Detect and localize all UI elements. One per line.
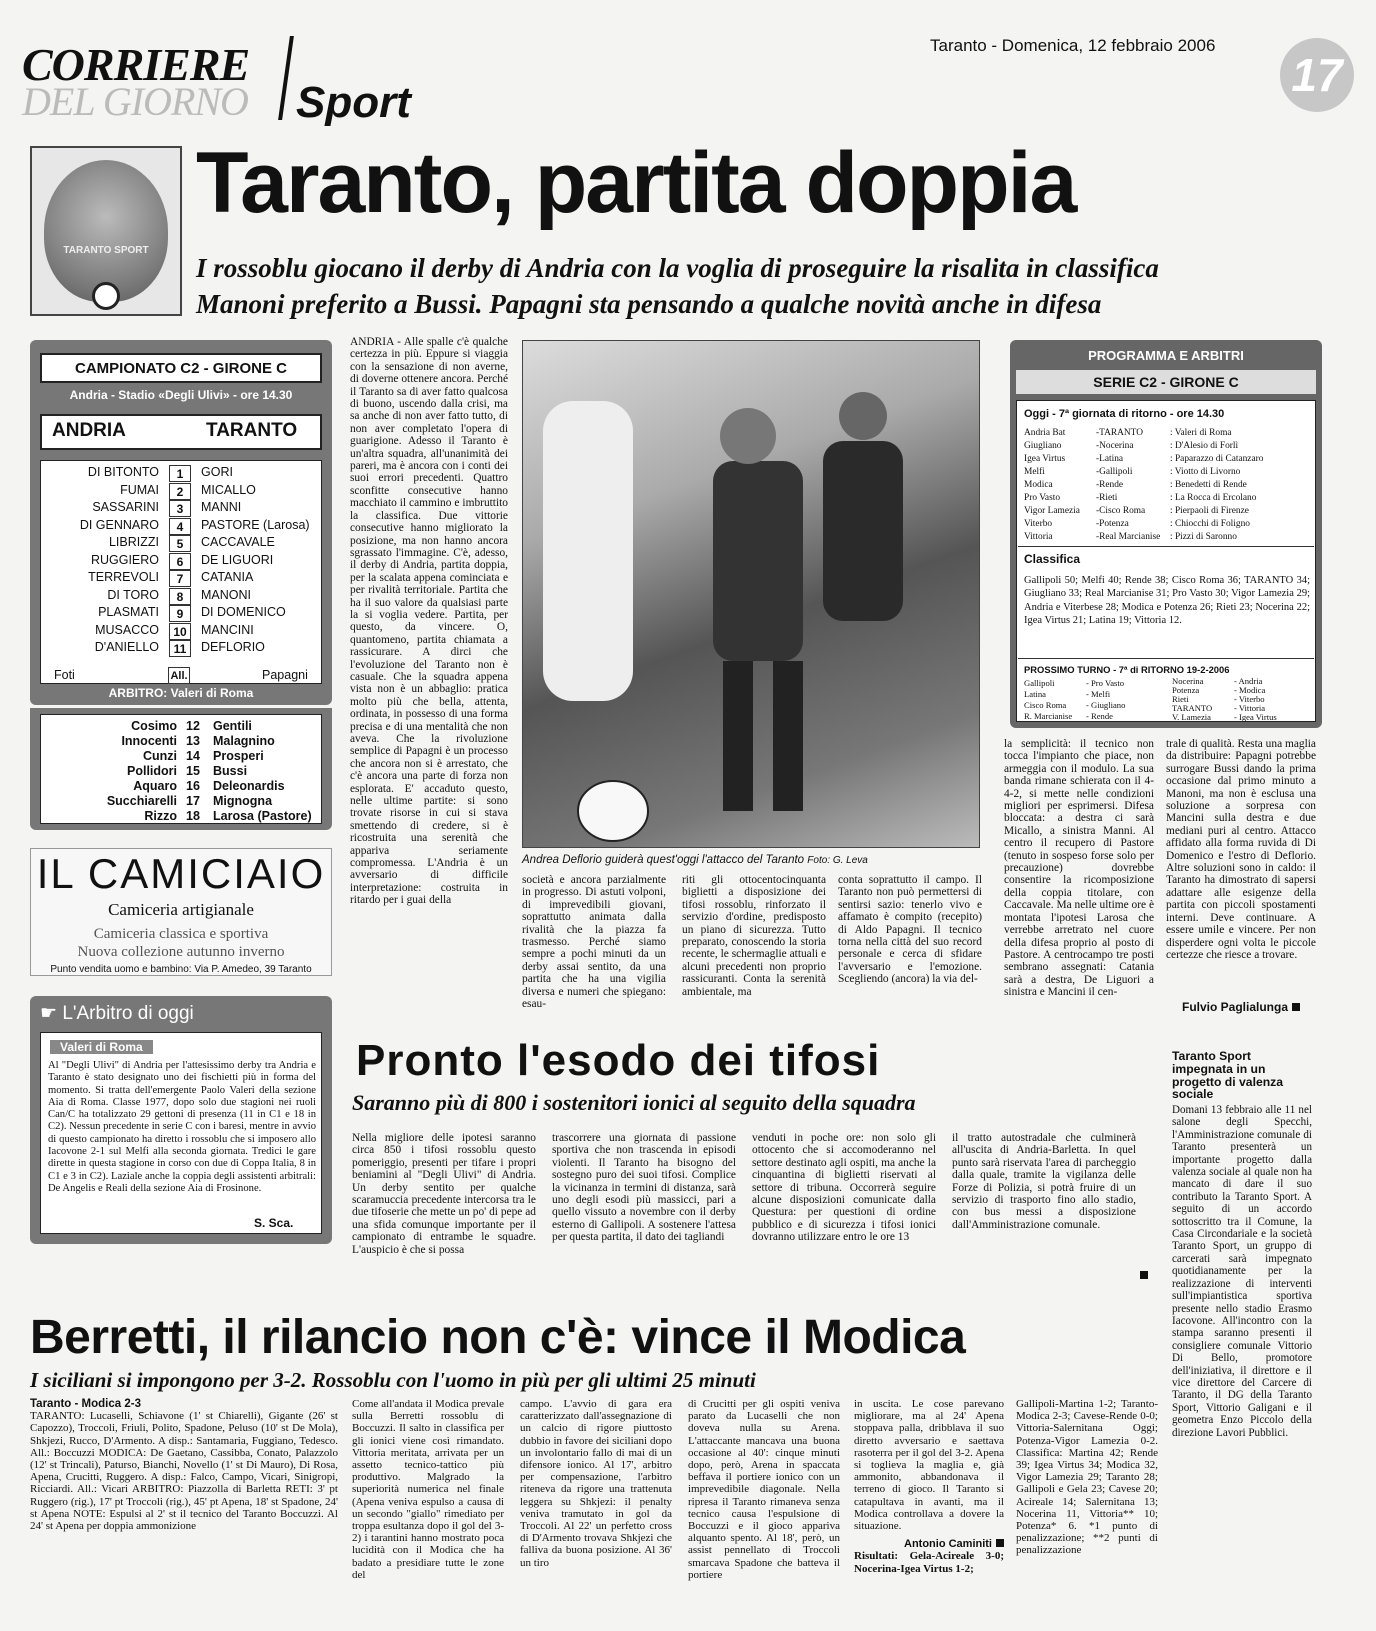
lineup-row bbox=[41, 570, 323, 588]
next-fixture bbox=[1024, 689, 1164, 700]
home-team: Vittoria bbox=[1024, 532, 1053, 542]
masthead-logo-top: CORRIERE bbox=[22, 39, 250, 90]
referee-signature: S. Sca. bbox=[254, 1216, 294, 1230]
berretti-headline: Berretti, il rilancio non c'è: vince il Modica bbox=[30, 1311, 966, 1364]
bench-row bbox=[41, 809, 323, 824]
home-team: V. Lamezia bbox=[1172, 712, 1211, 722]
berretti-column-5 bbox=[854, 1398, 1004, 1575]
article-author bbox=[1182, 1000, 1300, 1014]
ad-address: Punto vendita uomo e bambino: Via P. Amedeo, 39 Taranto bbox=[50, 964, 312, 975]
tifosi-column-2: trascorrere una giornata di passione sportiva che non trascenda in episodi violenti. Il Taranto ha bisogno del sostegno puro dei suoi tifosi. Complice la vicinanza in termini di distanza, sarà uno degli esodi più massicci, pari a quello vissuto a novembre con il derby esterno di Gallipoli. A sostenere l'attesa per questa partita, il dato dei tagliandi bbox=[552, 1132, 736, 1244]
away-team: - Igea Virtus bbox=[1234, 712, 1277, 722]
fixture-row bbox=[1024, 454, 1314, 467]
divider bbox=[1018, 658, 1314, 659]
away-team: -Latina bbox=[1096, 454, 1124, 464]
lead-subhead bbox=[196, 250, 1336, 322]
referee: : Paparazzo di Catanzaro bbox=[1170, 454, 1264, 464]
crest-label: TARANTO SPORT bbox=[63, 245, 149, 256]
away-player: MANNI bbox=[201, 500, 242, 514]
home-team: Rieti bbox=[1172, 694, 1189, 704]
sidebar-text: Domani 13 febbraio alle 11 nel salone degli Specchi, l'Amministrazione comunale di Taranto presenterà un importante progetto dalla valenza sociale al quale non ha mancato di dare il suo contributo la Taranto Sport. A seguito di un accordo sottoscritto tra il Comune, la Casa Circondariale e la società Taranto Sport, un gruppo di carcerati sarà impegnato quotidianamente per la realizzazione di interventi sull'impiantistica sportiva presente nello stadio Erasmo Iacovone. All'incontro con la stampa saranno presenti il consigliere comunale Vittorio Di Bello, promotore dell'iniziativa, il direttore e il vice direttore del Carcere di Taranto, il DG della Taranto Sport, Vittorio Galigani e il geometra Enzo Piccolo della direzione Lavori Pubblici. bbox=[1172, 1104, 1312, 1439]
berretti-column-2: Come all'andata il Modica prevale sulla Berretti rossoblu di Boccuzzi. Il salto in classifica per gli ionici viene così rimandato. Vittoria meritata, arrivata per un assetto tecnico-tattico più produttivo. Malgrado la superiorità numerica nel finale (Apena veniva espulso a causa di un secondo "giallo" rimediato per troppa esultanza dopo il gol del 3-2) i tarantini hanno mostrato poca lucidità con il Modica che ha badato a presidiare tutte le zone del bbox=[352, 1398, 504, 1581]
tifosi-subhead: Saranno più di 800 i sostenitori ionici al seguito della squadra bbox=[352, 1090, 916, 1115]
berretti-column-6: Gallipoli-Martina 1-2; Taranto-Modica 2-3; Cavese-Rende 0-0; Vittoria-Salernitana Oggi; Potenza-Vigor Lamezia 0-2. Classifica: Martina 42; Rende 39; Igea Virtus 34; Modica 32, Vigor Lamezia 29; Taranto 28; Gallipoli e Gela 23; Cavese 20; Acireale 14; Salernitana 13; Nocerina 11, Vittoria** 10; Potenza* 6. *1 punto di penalizzazione; **2 punti di penalizzazione bbox=[1016, 1398, 1158, 1557]
whistle-icon: ☛ bbox=[40, 1003, 63, 1024]
away-team: -Rende bbox=[1096, 480, 1124, 490]
bench-row bbox=[41, 764, 323, 779]
shirt-number: 5 bbox=[169, 535, 191, 552]
referee: : Benedetti di Rende bbox=[1170, 480, 1247, 490]
referee: : D'Alesio di Forlì bbox=[1170, 441, 1239, 451]
schedule-subtitle: SERIE C2 - GIRONE C bbox=[1016, 370, 1316, 394]
tifosi-column-3: venduti in poche ore: non solo gli ottocento che si accomoderanno nel settore destinato agli ospiti, ma anche la cinquantina di biglietti riservati al settore di tribuna. Occorrerà seguire alcune disposizioni comunicate dalla Questura: per questioni di ordine pubblico e di sicurezza i tifosi ionici dovranno utilizzare entro le ore 13 bbox=[752, 1132, 936, 1244]
away-player: PASTORE (Larosa) bbox=[201, 517, 310, 532]
lineup-row bbox=[41, 535, 323, 553]
home-team: Latina bbox=[1024, 689, 1046, 699]
end-mark-icon bbox=[1292, 1003, 1300, 1011]
home-sub: Rizzo bbox=[144, 809, 177, 823]
referee: : Pierpaoli di Firenze bbox=[1170, 506, 1249, 516]
referee-line: ARBITRO: Valeri di Roma bbox=[108, 686, 254, 700]
referee: : La Rocca di Ercolano bbox=[1170, 493, 1257, 503]
shirt-number: 10 bbox=[169, 623, 191, 640]
home-team: Andria Bat bbox=[1024, 428, 1066, 438]
berretti-column-4: di Crucitti per gli ospiti veniva parato da Lucaselli che non doveva nulla su Arena. L'attaccante mancava una buona occasione al 40': cinque minuti dopo, però, Arena in spaccata beffava il portiere ionico con un imprevedibile diagonale. Nella ripresa il Taranto rimaneva senza tecnico causa l'espulsione di Boccuzzi e il gioco appariva alquanto spento. Al 18', però, un assist pennellato di Troccoli smarcava Spadone che batteva il portiere bbox=[688, 1398, 840, 1581]
away-player: MICALLO bbox=[201, 482, 256, 497]
berretti-tabellino bbox=[30, 1398, 338, 1532]
shirt-number: 1 bbox=[169, 465, 191, 482]
away-team: -Real Marcianise bbox=[1096, 532, 1161, 542]
next-fixture bbox=[1172, 712, 1312, 723]
berretti-line-up-text: TARANTO: Lucaselli, Schiavone (1' st Chiarelli), Gigante (26' st Capozzo), Troccoli, Friuli, Polito, Spadone, Peluso (10' st De Mola), Shkjezi, Rucco, D'Armento. A disp.: Santamaria, Fuggiano, Tedesco. All.: Boccuzzi MODICA: De Gaetano, Cassibba, Conato, Palazzolo (12' st Trincali), Paturso, Bianchi, Novello (1' st Di Mauro), Di Rosa, Apena, Crucitti, Ruggero. A disp.: Falco, Campo, Vicari, Sinigropi, Ricciardi. All.: Vicari ARBITRO: Piazzolla di Barletta RETI: 3' pt Ruggero (rig.), 17' pt Troccoli (rig.), 45' pt Apena, 18' st Spadone, 24' st Apena NOTE: Espulsi al 2' st il tecnico del Taranto Boccuzzi. Al 24' st Apena per doppia ammonizione bbox=[30, 1410, 338, 1533]
article-column-6: trale di qualità. Resta una maglia da distribuire: Papagni potrebbe surrogare Bussi dando la prima occasione dal primo minuto a Manoni, ma non è esclusa una soluzione a sorpresa con Mancini sulla destra e due mediani puri al centro. Attacco affidato alla forma ruvida di Di Domenico e l'estro di Deflorio. Altre soluzioni sono in caldo: il Taranto ha dimostrato di sapersi adattare alle esigenze della partita con piccoli spostamenti interni. Deve continuare. A essere umile e vincere. Per non disperdere ogni volta le piccole certezze che riesce a trovare. bbox=[1166, 738, 1316, 961]
fixture-row bbox=[1024, 532, 1314, 545]
home-player: D'ANIELLO bbox=[94, 640, 159, 654]
fixture-row bbox=[1024, 506, 1314, 519]
home-team: Modica bbox=[1024, 480, 1053, 490]
football-icon bbox=[92, 282, 120, 310]
away-team: - Vittoria bbox=[1234, 703, 1266, 713]
lineup-venue: Andria - Stadio «Degli Ulivi» - ore 14.30 bbox=[69, 388, 293, 402]
berretti-author bbox=[854, 1538, 1004, 1550]
bench-row bbox=[41, 794, 323, 809]
bench-row bbox=[41, 719, 323, 734]
home-player: MUSACCO bbox=[95, 622, 159, 637]
away-sub: Deleonardis bbox=[213, 779, 285, 793]
tifosi-column-4: il tratto autostradale che culminerà all'uscita di Andria-Barletta. In quel punto sarà riservata l'area di parcheggio dalla quale, tramite la vigilanza delle Forze di Polizia, si potrà fruire di un servizio di trasporto fino allo stadio, con bus messi a disposizione dall'Amministrazione comunale. bbox=[952, 1132, 1136, 1231]
shirt-number: 8 bbox=[169, 588, 191, 605]
home-team: Pro Vasto bbox=[1024, 493, 1061, 503]
home-team: Viterbo bbox=[1024, 519, 1053, 529]
standings-title: Classifica bbox=[1024, 552, 1081, 566]
away-team: - Rende bbox=[1086, 711, 1113, 721]
lineup-row bbox=[41, 553, 323, 571]
home-player: SASSARINI bbox=[92, 500, 159, 514]
substitutes bbox=[40, 714, 322, 824]
shirt-number: 18 bbox=[186, 809, 200, 823]
away-player: MANONI bbox=[201, 587, 251, 602]
article-column-5: la semplicità: il tecnico non tocca l'impianto che piace, non armeggia con il modulo. La sua banda rimane schierata con il 4-4-2, si mette nelle condizioni migliori per esprimersi. Difesa bloccata: a destra ci sarà Micallo, a sinistra Manni. Al centro il recupero di Pastore (tenuto in sospeso forse solo per precauzione) dovrebbe consentire la ricomposizione della coppia titolare, con Caccavale. Ma nelle ultime ore è montata l'ipotesi Larosa che verrebbe arretrato nel cuore della difesa proprio al posto di Pastore. A centrocampo tre posti sembrano assegnati: Catania sarà a destra, De Liguori a sinistra e Mancini il cen- bbox=[1004, 738, 1154, 999]
away-sub: Bussi bbox=[213, 764, 248, 778]
shirt-number: 17 bbox=[186, 794, 200, 808]
fixture-row bbox=[1024, 493, 1314, 506]
starting-lineups bbox=[40, 460, 322, 684]
next-fixture bbox=[1024, 678, 1164, 689]
home-player: LIBRIZZI bbox=[108, 535, 159, 549]
match-photo bbox=[522, 340, 980, 848]
home-player: PLASMATI bbox=[98, 605, 159, 619]
away-player: MANCINI bbox=[201, 622, 254, 637]
ad-title: IL CAMICIAIO bbox=[36, 850, 326, 897]
away-team: -Gallipoli bbox=[1096, 467, 1133, 477]
lineup-title: CAMPIONATO C2 - GIRONE C bbox=[40, 353, 322, 383]
lineup-row bbox=[41, 483, 323, 501]
divider bbox=[1018, 546, 1314, 547]
fixture-row bbox=[1024, 428, 1314, 441]
away-team: - Modica bbox=[1234, 685, 1266, 695]
shirt-number: 9 bbox=[169, 605, 191, 622]
lineup-row bbox=[41, 465, 323, 483]
home-team: Gallipoli bbox=[1024, 678, 1055, 688]
schedule-title: PROGRAMMA E ARBITRI bbox=[1088, 348, 1244, 363]
referee-text: Al "Degli Ulivi" di Andria per l'attesissimo derby tra Andria e Taranto è stato designato uno dei fischietti più in forma del momento. Si tratta dell'emergente Paolo Valeri della sezione Aia di Roma. Classe 1977, dopo solo due stagioni nei ruoli Can/C ha totalizzato 29 gettoni di presenza (11 in C1 e 18 in C2). Nessun precedente in serie C con i baresi, mentre in avvio di questo campionato ha diretto i rossoblu che si imposero allo Iacovone 2-1 sul Melfi alla seconda giornata. Tredici le gare dirette in questa stagione in corso con due di Coppa Italia, 8 in C1 e 3 in C2). Laziale anche la coppia degli assistenti arbitrali: De Angelis e Reali della sezione Aia di Frosinone. bbox=[48, 1060, 316, 1194]
masthead-divider bbox=[278, 36, 294, 120]
next-fixture bbox=[1024, 700, 1164, 711]
article-column-4: conta soprattutto il campo. Il Taranto non può permettersi di sentirsi sazio: tenerlo vivo e affamato è compito (recepito) di Aldo Papagni. Il tecnico torna nella città del suo record personale e cerca di sfidare l'avversario e l'emozione. Scegliendo (ancora) la via del- bbox=[838, 874, 982, 986]
away-team: - Andria bbox=[1234, 676, 1263, 686]
away-sub: Prosperi bbox=[213, 749, 264, 763]
fixture-row bbox=[1024, 519, 1314, 532]
home-team: Vigor Lamezia bbox=[1024, 506, 1080, 516]
referee: : Pizzi di Saronno bbox=[1170, 532, 1237, 542]
home-player: DI GENNARO bbox=[79, 517, 159, 532]
shirt-number: 3 bbox=[169, 500, 191, 517]
article-column-3: riti gli ottocentocinquanta biglietti a disposizione dei tifosi rossoblu, rinforzato il servizio d'ordine, predisposto un piano di sicurezza. Tutto preparato, conoscendo la storia recente, le schermaglie attuali e alcuni precedenti non proprio rassicuranti. Conta la serenità ambientale, ma bbox=[682, 874, 826, 998]
away-player: CATANIA bbox=[201, 570, 254, 584]
away-sub: Gentili bbox=[213, 719, 252, 733]
ad-line: Nuova collezione autunno inverno bbox=[77, 944, 285, 960]
lineup-row bbox=[41, 623, 323, 641]
lineup-row bbox=[41, 518, 323, 536]
tifosi-column-1: Nella migliore delle ipotesi saranno circa 850 i tifosi rossoblu questo pomeriggio, presenti per tifare i propri beniamini al "Degli Ulivi" di Andria. Un derby sentito per qualche scaramuccia precedente intercorsa tra le due tifoserie che mette un po' di pepe ad una sfida comunque importante per il campionato di entrambe le squadre. L'auspicio è che si possa bbox=[352, 1132, 536, 1256]
club-crest-icon bbox=[44, 160, 168, 302]
home-team: Cisco Roma bbox=[1024, 700, 1067, 710]
tifosi-headline: Pronto l'esodo dei tifosi bbox=[356, 1036, 881, 1085]
photo-credit: Foto: G. Leva bbox=[807, 855, 868, 866]
lead-headline: Taranto, partita doppia bbox=[196, 135, 1076, 231]
home-player: FUMAI bbox=[120, 482, 159, 497]
author-name: Fulvio Paglialunga bbox=[1182, 1000, 1289, 1014]
article-column-2: società e ancora parzialmente in progresso. Di astuti volponi, di imprevedibili giovani, soprattutto animata dalla rivalità che la piazza fa trasmesso. Perché siamo sempre a pochi minuti da un derby assai sentito, da una partita che ha una vigilia diversa e numeri che spiegano: esau- bbox=[522, 874, 666, 1011]
lineup-row bbox=[41, 605, 323, 623]
lead-subhead-line-1: I rossoblu giocano il derby di Andria con la voglia di proseguire la risalita in classifica bbox=[196, 253, 1159, 283]
berretti-score: Taranto - Modica 2-3 bbox=[30, 1398, 141, 1410]
players-illustration bbox=[523, 341, 980, 848]
away-player: GORI bbox=[201, 465, 233, 479]
next-fixture bbox=[1024, 711, 1164, 722]
referee-box-title: L'Arbitro di oggi bbox=[62, 1003, 194, 1024]
away-sub: Mignogna bbox=[213, 794, 273, 808]
home-team: R. Marcianise bbox=[1024, 711, 1073, 721]
away-sub: Larosa (Pastore) bbox=[213, 809, 312, 823]
shirt-number: 15 bbox=[186, 764, 200, 778]
referee: : Chiocchi di Foligno bbox=[1170, 519, 1250, 529]
coach-label: All. bbox=[168, 667, 190, 684]
caption-text: Andrea Deflorio guiderà quest'oggi l'attacco del Taranto bbox=[522, 854, 805, 866]
home-team: Giugliano bbox=[1024, 441, 1062, 451]
berretti-text: in uscita. Le cose parevano migliorare, ma al 24' Apena stoppava palla, dribblava il suo diretto avversario e saettava rasoterra per il gol del 3-2. Apena si toglieva la maglia e, già ammonito, abbandonava il terreno di gioco. Il Taranto si catapultava in avanti, ma il Modica controllava a dovere la situazione. bbox=[854, 1398, 1004, 1533]
referee-name: Valeri di Roma bbox=[50, 1040, 153, 1054]
shirt-number: 12 bbox=[186, 719, 200, 733]
home-sub: Pollidori bbox=[127, 764, 177, 778]
standings-text: Gallipoli 50; Melfi 40; Rende 38; Cisco Roma 36; TARANTO 34; Giugliano 33; Real Marcianise 31; Pro Vasto 30; Vigor Lamezia 29; Andria e Viterbese 28; Modica e Potenza 26; Rieti 23; Nocerina 22; Igea Virtus 21; Latina 19; Vittoria 12. bbox=[1024, 575, 1310, 626]
fixture-row bbox=[1024, 441, 1314, 454]
bench-row bbox=[41, 779, 323, 794]
shirt-number: 4 bbox=[169, 518, 191, 535]
sidebar-title: Taranto Sport impegnata in un progetto di valenza sociale bbox=[1172, 1049, 1284, 1102]
bench-row bbox=[41, 734, 323, 749]
away-sub: Malagnino bbox=[213, 734, 275, 748]
shirt-number: 16 bbox=[186, 779, 200, 793]
away-player: DE LIGUORI bbox=[201, 552, 274, 567]
bench-row bbox=[41, 749, 323, 764]
lead-subhead-line-2: Manoni preferito a Bussi. Papagni sta pensando a qualche novità anche in difesa bbox=[196, 289, 1102, 319]
author-name: Antonio Caminiti bbox=[904, 1538, 992, 1551]
home-team: Potenza bbox=[1172, 685, 1200, 695]
home-coach: Foti bbox=[54, 668, 75, 682]
home-sub: Cunzi bbox=[142, 749, 177, 763]
referee: : Viotto di Livorno bbox=[1170, 467, 1241, 477]
away-coach: Papagni bbox=[262, 668, 308, 682]
lineup-row bbox=[41, 500, 323, 518]
team-home: ANDRIA bbox=[52, 420, 126, 441]
end-mark-icon bbox=[996, 1539, 1004, 1547]
article-column-1 bbox=[350, 336, 508, 907]
away-team: -Potenza bbox=[1096, 519, 1129, 529]
fixture-row bbox=[1024, 467, 1314, 480]
ad-tagline: Camiceria artigianale bbox=[108, 900, 254, 919]
referee-box-heading bbox=[40, 1002, 322, 1030]
home-player: DI TORO bbox=[107, 587, 159, 602]
shirt-number: 14 bbox=[186, 749, 200, 763]
home-team: TARANTO bbox=[1172, 703, 1213, 713]
away-team: - Giugliano bbox=[1086, 700, 1126, 710]
shirt-number: 2 bbox=[169, 483, 191, 500]
away-player: DEFLORIO bbox=[201, 640, 265, 654]
away-team: -Nocerina bbox=[1096, 441, 1134, 451]
team-away: TARANTO bbox=[206, 420, 298, 441]
referee: : Valeri di Roma bbox=[1170, 428, 1232, 438]
masthead-logo-bottom: DEL GIORNO bbox=[22, 79, 248, 124]
next-round-title: PROSSIMO TURNO - 7ª di RITORNO 19-2-2006 bbox=[1024, 664, 1230, 675]
home-sub: Succhiarelli bbox=[106, 794, 177, 808]
shirt-number: 13 bbox=[186, 734, 200, 748]
schedule-today: Oggi - 7ª giornata di ritorno - ore 14.30 bbox=[1024, 408, 1225, 420]
berretti-results: Risultati: Gela-Acireale 3-0; Nocerina-Igea Virtus 1-2; bbox=[854, 1550, 1004, 1575]
home-player: RUGGIERO bbox=[90, 552, 159, 567]
lineup-row bbox=[41, 640, 323, 658]
berretti-column-3: campo. L'avvio di gara era caratterizzato dall'assegnazione di un calcio di rigore piuttosto dubbio in favore dei siciliani dopo un involontario fallo di mai di un difensore ionico. Al 17', arbitro per compensazione, l'arbitro riteneva da rigore una trattenuta leggera su Shkjezi: il penalty veniva tramutato in gol da Troccoli. Al 22' un perfetto cross di D'Armento trovava Shkjezi che falliva da buona posizione. Al 36' un tiro bbox=[520, 1398, 672, 1569]
home-sub: Aquaro bbox=[133, 779, 177, 793]
section-title: Sport bbox=[296, 78, 411, 127]
lineup-row bbox=[41, 588, 323, 606]
away-team: -Rieti bbox=[1096, 493, 1118, 503]
away-team: - Melfi bbox=[1086, 689, 1111, 699]
away-team: -TARANTO bbox=[1096, 428, 1143, 438]
away-player: CACCAVALE bbox=[201, 535, 275, 549]
away-player: DI DOMENICO bbox=[201, 605, 286, 619]
home-team: Igea Virtus bbox=[1024, 454, 1066, 464]
article-text: E' accaduto questo, nelle ultime partite: si sono trovate risorse in cui si stava smettendo di credere, si è ricostruita una serenità che appariva seriamente compromessa. L'Andria è un avversario di difficile interpretazione: costruita in ritardo per i guai della bbox=[350, 782, 508, 907]
article-text: ANDRIA - Alle spalle c'è qualche certezza in più. Eppure si viaggia con la sensazione di non averne, di doverne ottenere ancora. Perché il Taranto sa di aver fatto qualcosa di buono, uscendo dalla crisi, ma sa anche di non aver fatto tutto, di non aver completato l'opera di guarigione. Adesso il Taranto è un'altra squadra, all'unanimità dei pareri, ma è ancora con i conti dei suoi errori precedenti. Quattro sconfitte consecutive hanno macchiato il cammino e imbruttito la classifica. Due vittorie consecutive hanno migliorato la posizione, ma non hanno ancora sgrassato l'immagine. C'è, adesso, il derby di Andria, partita doppia, per la scalata appena cominciata e per rivalità territoriale. Partita che ha il suo valore da qualsiasi parte la si voglia vedere. Partita, per questo, da vincere. O, quantomeno, partita chiamata a rassicurare. A dirci che l'evoluzione del Taranto non è casuale. Che la squadra appena vista non è un abbaglio: pratica molto più che bella, attenta, ordinata, in possesso di una forma precisa e di una mentalità che non aveva. Che la rivoluzione semplice di Papagni è un processo che ancora non si è arrestato, che c'è ancora una parte di forza non esplorata. bbox=[350, 336, 508, 795]
shirt-number: 6 bbox=[169, 553, 191, 570]
end-mark-icon bbox=[1136, 1266, 1148, 1284]
photo-caption bbox=[522, 854, 868, 866]
page-number: 17 bbox=[1280, 38, 1354, 112]
home-sub: Innocenti bbox=[121, 734, 177, 748]
dateline: Taranto - Domenica, 12 febbraio 2006 bbox=[930, 36, 1216, 55]
away-team: - Viterbo bbox=[1234, 694, 1265, 704]
home-team: Melfi bbox=[1024, 467, 1045, 477]
home-player: TERREVOLI bbox=[88, 570, 159, 584]
ad-line: Camiceria classica e sportiva bbox=[93, 926, 269, 942]
home-sub: Cosimo bbox=[131, 719, 177, 733]
away-team: -Cisco Roma bbox=[1096, 506, 1146, 516]
shirt-number: 7 bbox=[169, 570, 191, 587]
shirt-number: 11 bbox=[169, 640, 191, 657]
berretti-subhead: I siciliani si impongono per 3-2. Rossoblu con l'uomo in più per gli ultimi 25 minuti bbox=[30, 1368, 756, 1392]
fixture-row bbox=[1024, 480, 1314, 493]
home-team: Nocerina bbox=[1172, 676, 1204, 686]
home-player: DI BITONTO bbox=[87, 465, 159, 479]
away-team: - Pro Vasto bbox=[1086, 678, 1125, 688]
